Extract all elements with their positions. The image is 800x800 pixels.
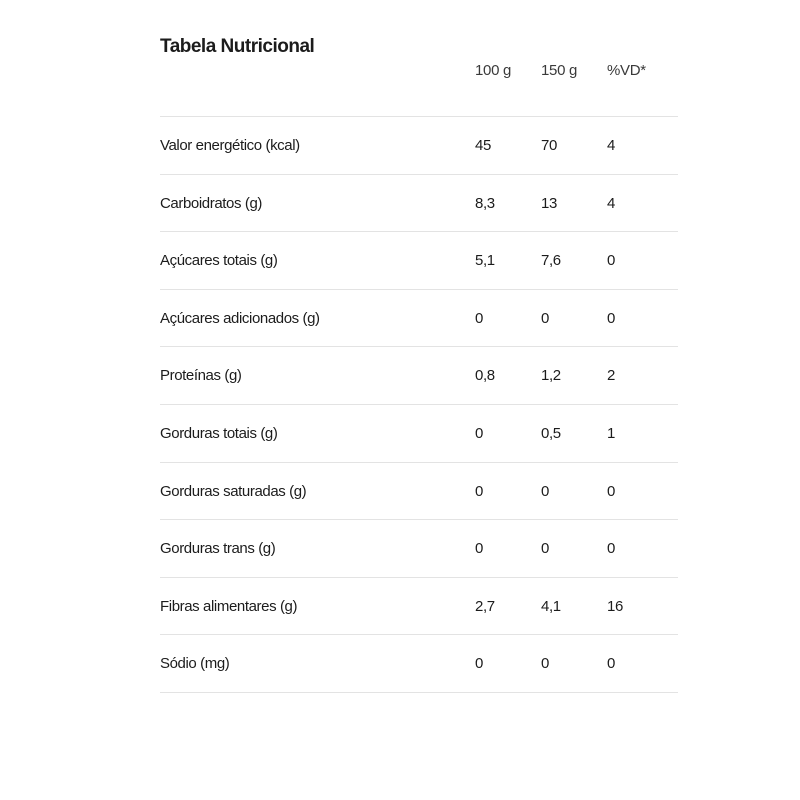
table-header — [160, 60, 678, 117]
table-row — [160, 117, 678, 175]
value-100g: 5,1 — [475, 252, 495, 270]
column-header-100g: 100 g — [475, 62, 512, 79]
row-label: Açúcares adicionados (g) — [160, 309, 320, 327]
value-vd: 2 — [607, 367, 615, 385]
table-row — [160, 578, 678, 636]
value-vd: 16 — [607, 597, 623, 615]
value-100g: 0 — [475, 309, 483, 327]
value-vd: 0 — [607, 309, 615, 327]
value-150g: 0 — [541, 482, 549, 500]
value-vd: 0 — [607, 252, 615, 270]
row-label: Valor energético (kcal) — [160, 137, 300, 154]
table-row — [160, 635, 678, 693]
value-100g: 0,8 — [475, 367, 495, 385]
value-100g: 0 — [475, 424, 483, 442]
table-row — [160, 463, 678, 521]
nutrition-table — [160, 34, 678, 693]
value-150g: 1,2 — [541, 367, 561, 385]
value-vd: 4 — [607, 194, 615, 212]
table-row — [160, 232, 678, 290]
value-150g: 13 — [541, 194, 557, 212]
value-150g: 0 — [541, 309, 549, 327]
table-row — [160, 520, 678, 578]
value-100g: 2,7 — [475, 597, 495, 615]
table-row — [160, 405, 678, 463]
value-100g: 45 — [475, 137, 491, 154]
column-header-vd: %VD* — [607, 62, 646, 79]
row-label: Gorduras totais (g) — [160, 424, 278, 442]
value-150g: 4,1 — [541, 597, 561, 615]
value-vd: 0 — [607, 482, 615, 500]
table-row — [160, 175, 678, 233]
value-vd: 0 — [607, 655, 615, 673]
row-label: Fibras alimentares (g) — [160, 597, 298, 615]
value-150g: 0,5 — [541, 424, 561, 442]
value-vd: 0 — [607, 540, 615, 558]
value-vd: 1 — [607, 424, 615, 442]
value-150g: 70 — [541, 137, 557, 154]
row-label: Açúcares totais (g) — [160, 252, 278, 270]
table-row — [160, 290, 678, 348]
table-title: Tabela Nutricional — [160, 36, 315, 57]
value-100g: 0 — [475, 482, 483, 500]
row-label: Gorduras trans (g) — [160, 540, 276, 558]
column-header-150g: 150 g — [541, 62, 578, 79]
value-150g: 0 — [541, 655, 549, 673]
value-100g: 0 — [475, 655, 483, 673]
row-label: Gorduras saturadas (g) — [160, 482, 307, 500]
row-label: Carboidratos (g) — [160, 194, 262, 212]
table-row — [160, 347, 678, 405]
value-100g: 8,3 — [475, 194, 495, 212]
row-label: Proteínas (g) — [160, 367, 242, 385]
value-vd: 4 — [607, 137, 615, 154]
value-150g: 0 — [541, 540, 549, 558]
value-150g: 7,6 — [541, 252, 561, 270]
value-100g: 0 — [475, 540, 483, 558]
row-label: Sódio (mg) — [160, 655, 230, 673]
